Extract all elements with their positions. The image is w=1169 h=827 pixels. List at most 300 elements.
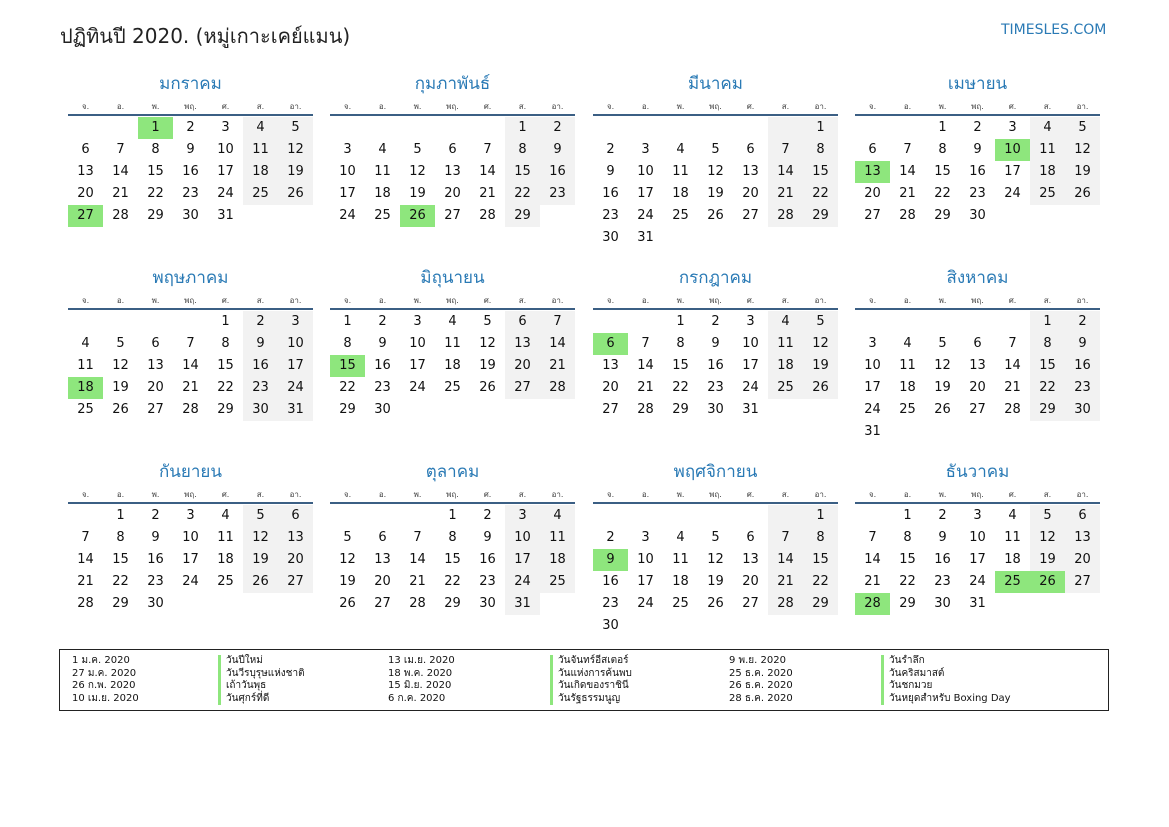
- day-cell: 10: [278, 333, 313, 355]
- day-cell: 26: [707, 596, 724, 611]
- legend-color-bar: [881, 655, 884, 705]
- day-cell: 29: [339, 402, 356, 417]
- empty-cell: [890, 421, 925, 443]
- legend-color-bar: [218, 655, 221, 705]
- day-cell: 3: [413, 314, 422, 329]
- day-cell: 13: [969, 358, 986, 373]
- day-cell: 21: [409, 574, 426, 589]
- day-grid: [68, 311, 313, 421]
- day-cell: 28: [182, 402, 199, 417]
- legend-dates: [72, 655, 139, 705]
- day-cell: 10: [742, 336, 759, 351]
- day-cell: 4: [221, 508, 230, 523]
- legend-date: 27 ม.ค. 2020: [72, 667, 137, 679]
- day-cell: 28: [409, 596, 426, 611]
- day-cell: 26: [803, 377, 838, 399]
- day-cell: 2: [973, 120, 982, 135]
- day-grid: [855, 505, 1100, 615]
- empty-cell: [768, 227, 803, 249]
- day-cell: 21: [77, 574, 94, 589]
- legend-date: 18 พ.ค. 2020: [388, 667, 453, 679]
- day-cell: 1: [448, 508, 457, 523]
- weekday-label: อา.: [1076, 490, 1089, 499]
- day-cell: 13: [444, 164, 461, 179]
- empty-cell: [628, 311, 663, 333]
- day-cell: 12: [707, 552, 724, 567]
- day-cell: 20: [742, 574, 759, 589]
- weekday-label: อ.: [903, 490, 912, 499]
- empty-cell: [960, 311, 995, 333]
- day-cell: 22: [112, 574, 129, 589]
- day-cell: 6: [593, 333, 628, 355]
- day-cell: 2: [243, 311, 278, 333]
- day-cell: 16: [707, 358, 724, 373]
- day-cell: 10: [969, 530, 986, 545]
- day-cell: 7: [768, 527, 803, 549]
- month-name: กรกฎาคม: [678, 268, 753, 288]
- day-cell: 5: [483, 314, 492, 329]
- day-cell: 5: [413, 142, 422, 157]
- weekday-label: ส.: [256, 490, 265, 499]
- weekday-label: อ.: [903, 296, 912, 305]
- day-cell: 30: [602, 230, 619, 245]
- day-cell: 2: [540, 117, 575, 139]
- day-cell: 6: [973, 336, 982, 351]
- day-cell: 30: [969, 208, 986, 223]
- day-cell: 9: [243, 333, 278, 355]
- month-block: [593, 264, 838, 421]
- day-cell: 13: [147, 358, 164, 373]
- day-cell: 12: [409, 164, 426, 179]
- day-cell: 4: [676, 530, 685, 545]
- day-cell: 8: [676, 336, 685, 351]
- empty-cell: [278, 593, 313, 615]
- weekday-label: พฤ.: [709, 490, 722, 499]
- day-cell: 21: [182, 380, 199, 395]
- weekday-label: ส.: [518, 296, 527, 305]
- weekday-label: อา.: [551, 296, 564, 305]
- day-cell: 22: [505, 183, 540, 205]
- day-cell: 18: [1004, 552, 1021, 567]
- legend-date: 13 เม.ย. 2020: [388, 655, 455, 666]
- day-cell: 11: [374, 164, 391, 179]
- day-cell: 18: [672, 574, 689, 589]
- day-cell: 29: [803, 593, 838, 615]
- day-cell: 4: [378, 142, 387, 157]
- weekday-header: [330, 294, 575, 310]
- empty-cell: [663, 505, 698, 527]
- day-cell: 6: [448, 142, 457, 157]
- day-cell: 24: [742, 380, 759, 395]
- day-cell: 3: [973, 508, 982, 523]
- month-name: มิถุนายน: [420, 268, 485, 288]
- weekday-label: จ.: [606, 102, 615, 111]
- empty-cell: [995, 593, 1030, 615]
- day-cell: 1: [803, 505, 838, 527]
- empty-cell: [995, 311, 1030, 333]
- weekday-header: [855, 100, 1100, 116]
- weekday-label: จ.: [868, 296, 877, 305]
- day-cell: 15: [444, 552, 461, 567]
- day-cell: 1: [676, 314, 685, 329]
- day-cell: 26: [400, 205, 435, 227]
- empty-cell: [593, 117, 628, 139]
- empty-cell: [733, 615, 768, 637]
- empty-cell: [400, 117, 435, 139]
- day-cell: 1: [116, 508, 125, 523]
- day-cell: 6: [746, 530, 755, 545]
- weekday-header: [593, 488, 838, 504]
- day-cell: 24: [217, 186, 234, 201]
- day-cell: 13: [374, 552, 391, 567]
- month-name: ธันวาคม: [945, 462, 1010, 482]
- day-cell: 17: [278, 355, 313, 377]
- day-cell: 5: [711, 142, 720, 157]
- day-cell: 27: [147, 402, 164, 417]
- day-cell: 27: [68, 205, 103, 227]
- empty-cell: [733, 117, 768, 139]
- day-cell: 12: [112, 358, 129, 373]
- day-cell: 26: [1065, 183, 1100, 205]
- day-cell: 30: [243, 399, 278, 421]
- day-cell: 31: [278, 399, 313, 421]
- day-grid: [330, 311, 575, 421]
- day-cell: 6: [505, 311, 540, 333]
- day-cell: 29: [899, 596, 916, 611]
- weekday-label: จ.: [81, 490, 90, 499]
- day-cell: 22: [672, 380, 689, 395]
- empty-cell: [593, 505, 628, 527]
- empty-cell: [855, 311, 890, 333]
- day-cell: 15: [505, 161, 540, 183]
- empty-cell: [103, 117, 138, 139]
- day-cell: 12: [707, 164, 724, 179]
- day-cell: 10: [995, 139, 1030, 161]
- legend-dates: [729, 655, 793, 705]
- day-cell: 9: [540, 139, 575, 161]
- day-cell: 9: [606, 164, 615, 179]
- weekday-label: อา.: [1076, 296, 1089, 305]
- legend-date: 15 มิ.ย. 2020: [388, 680, 452, 691]
- legend-holiday-name: วันแห่งการค้นพบ: [558, 667, 632, 679]
- day-cell: 15: [803, 549, 838, 571]
- day-cell: 17: [339, 186, 356, 201]
- day-cell: 19: [112, 380, 129, 395]
- day-cell: 28: [855, 593, 890, 615]
- day-cell: 9: [378, 336, 387, 351]
- empty-cell: [68, 117, 103, 139]
- day-cell: 9: [938, 530, 947, 545]
- weekday-label: พ.: [938, 490, 947, 499]
- day-cell: 17: [409, 358, 426, 373]
- empty-cell: [243, 205, 278, 227]
- day-cell: 15: [330, 355, 365, 377]
- holiday-legend: [59, 649, 1109, 711]
- day-cell: 12: [278, 139, 313, 161]
- day-cell: 16: [479, 552, 496, 567]
- month-name: กันยายน: [158, 462, 222, 482]
- day-cell: 27: [742, 208, 759, 223]
- day-cell: 11: [672, 164, 689, 179]
- weekday-label: อ.: [378, 296, 387, 305]
- day-cell: 25: [444, 380, 461, 395]
- day-cell: 17: [637, 186, 654, 201]
- weekday-label: ส.: [256, 296, 265, 305]
- brand-link[interactable]: TIMESLES.COM: [1001, 22, 1107, 38]
- day-cell: 29: [1030, 399, 1065, 421]
- day-cell: 5: [803, 311, 838, 333]
- day-cell: 19: [243, 549, 278, 571]
- day-cell: 11: [768, 333, 803, 355]
- day-cell: 15: [1030, 355, 1065, 377]
- day-cell: 20: [278, 549, 313, 571]
- day-cell: 25: [1030, 183, 1065, 205]
- day-cell: 13: [505, 333, 540, 355]
- month-block: [68, 70, 313, 227]
- day-cell: 29: [444, 596, 461, 611]
- day-cell: 17: [742, 358, 759, 373]
- day-cell: 1: [1030, 311, 1065, 333]
- day-cell: 14: [768, 549, 803, 571]
- day-cell: 27: [742, 596, 759, 611]
- weekday-label: อ.: [116, 490, 125, 499]
- day-cell: 2: [186, 120, 195, 135]
- empty-cell: [365, 505, 400, 527]
- day-cell: 23: [374, 380, 391, 395]
- weekday-label: พ.: [938, 102, 947, 111]
- day-cell: 2: [606, 530, 615, 545]
- day-cell: 11: [672, 552, 689, 567]
- day-cell: 13: [77, 164, 94, 179]
- day-cell: 16: [182, 164, 199, 179]
- month-block: [330, 70, 575, 227]
- day-cell: 15: [803, 161, 838, 183]
- day-cell: 13: [278, 527, 313, 549]
- day-cell: 1: [903, 508, 912, 523]
- weekday-label: จ.: [868, 102, 877, 111]
- day-cell: 10: [637, 552, 654, 567]
- legend-date: 6 ก.ค. 2020: [388, 692, 446, 704]
- day-cell: 23: [540, 183, 575, 205]
- empty-cell: [995, 421, 1030, 443]
- day-cell: 15: [217, 358, 234, 373]
- legend-holiday-name: วันรำลึก: [889, 655, 925, 666]
- day-cell: 19: [409, 186, 426, 201]
- day-cell: 16: [969, 164, 986, 179]
- day-cell: 12: [803, 333, 838, 355]
- legend-holiday-name: เถ้าวันพุธ: [226, 680, 267, 691]
- day-cell: 11: [1030, 139, 1065, 161]
- day-cell: 6: [278, 505, 313, 527]
- day-cell: 1: [505, 117, 540, 139]
- weekday-label: อา.: [551, 490, 564, 499]
- empty-cell: [803, 227, 838, 249]
- day-cell: 1: [938, 120, 947, 135]
- day-cell: 24: [182, 574, 199, 589]
- day-cell: 20: [742, 186, 759, 201]
- day-grid: [330, 117, 575, 227]
- day-cell: 30: [602, 618, 619, 633]
- weekday-label: พฤ.: [971, 296, 984, 305]
- empty-cell: [400, 505, 435, 527]
- legend-date: 25 ธ.ค. 2020: [729, 667, 793, 679]
- day-cell: 11: [899, 358, 916, 373]
- day-cell: 27: [602, 402, 619, 417]
- legend-holiday-name: วันจันทร์อีสเตอร์: [558, 655, 629, 666]
- day-cell: 10: [182, 530, 199, 545]
- month-name: สิงหาคม: [946, 268, 1009, 288]
- day-cell: 7: [868, 530, 877, 545]
- day-cell: 19: [707, 186, 724, 201]
- day-cell: 17: [1004, 164, 1021, 179]
- empty-cell: [540, 593, 575, 615]
- weekday-label: พ.: [676, 296, 685, 305]
- day-cell: 14: [479, 164, 496, 179]
- day-cell: 8: [151, 142, 160, 157]
- day-cell: 29: [217, 402, 234, 417]
- legend-dates: [388, 655, 455, 705]
- empty-cell: [365, 117, 400, 139]
- empty-cell: [1065, 205, 1100, 227]
- day-cell: 2: [938, 508, 947, 523]
- day-cell: 5: [938, 336, 947, 351]
- day-cell: 11: [1004, 530, 1021, 545]
- month-name: มีนาคม: [688, 74, 743, 94]
- weekday-label: ส.: [781, 102, 790, 111]
- day-cell: 30: [479, 596, 496, 611]
- day-cell: 8: [938, 142, 947, 157]
- day-cell: 25: [768, 377, 803, 399]
- empty-cell: [1030, 421, 1065, 443]
- day-cell: 2: [151, 508, 160, 523]
- day-cell: 11: [540, 527, 575, 549]
- day-cell: 4: [540, 505, 575, 527]
- day-cell: 7: [186, 336, 195, 351]
- day-cell: 3: [221, 120, 230, 135]
- month-name: มกราคม: [159, 74, 222, 94]
- empty-cell: [960, 421, 995, 443]
- empty-cell: [768, 117, 803, 139]
- weekday-label: อ.: [641, 102, 650, 111]
- day-cell: 7: [116, 142, 125, 157]
- day-cell: 6: [151, 336, 160, 351]
- day-cell: 19: [1065, 161, 1100, 183]
- day-cell: 14: [1004, 358, 1021, 373]
- empty-cell: [628, 117, 663, 139]
- day-cell: 16: [602, 574, 619, 589]
- day-cell: 25: [540, 571, 575, 593]
- day-cell: 12: [1030, 527, 1065, 549]
- day-cell: 2: [606, 142, 615, 157]
- weekday-label: พฤ.: [709, 102, 722, 111]
- legend-holiday-name: วันปีใหม่: [226, 655, 263, 666]
- weekday-label: อา.: [289, 102, 302, 111]
- day-cell: 2: [378, 314, 387, 329]
- day-cell: 17: [637, 574, 654, 589]
- day-cell: 23: [1065, 377, 1100, 399]
- day-cell: 5: [278, 117, 313, 139]
- weekday-label: อ.: [641, 296, 650, 305]
- weekday-label: อ.: [378, 490, 387, 499]
- empty-cell: [663, 117, 698, 139]
- day-cell: 10: [864, 358, 881, 373]
- day-cell: 12: [339, 552, 356, 567]
- month-block: [593, 70, 838, 249]
- day-cell: 24: [637, 596, 654, 611]
- day-cell: 16: [1065, 355, 1100, 377]
- weekday-label: อา.: [289, 296, 302, 305]
- day-cell: 9: [711, 336, 720, 351]
- weekday-label: พ.: [151, 296, 160, 305]
- day-cell: 16: [243, 355, 278, 377]
- day-cell: 22: [1030, 377, 1065, 399]
- day-grid: [68, 117, 313, 227]
- weekday-label: อา.: [814, 490, 827, 499]
- day-cell: 14: [540, 333, 575, 355]
- day-cell: 1: [343, 314, 352, 329]
- day-cell: 14: [409, 552, 426, 567]
- day-cell: 24: [505, 571, 540, 593]
- day-cell: 24: [969, 574, 986, 589]
- day-cell: 13: [742, 164, 759, 179]
- weekday-label: ส.: [518, 102, 527, 111]
- day-cell: 6: [378, 530, 387, 545]
- weekday-label: ศ.: [221, 102, 230, 111]
- day-cell: 29: [672, 402, 689, 417]
- page-title: ปฏิทินปี 2020. (หมู่เกาะเคย์แมน): [60, 24, 351, 48]
- day-cell: 2: [483, 508, 492, 523]
- day-cell: 21: [768, 571, 803, 593]
- day-cell: 12: [1065, 139, 1100, 161]
- empty-cell: [68, 505, 103, 527]
- weekday-label: อ.: [903, 102, 912, 111]
- weekday-label: ศ.: [1008, 490, 1017, 499]
- day-cell: 29: [147, 208, 164, 223]
- legend-holiday-name: วันวีรบุรุษแห่งชาติ: [226, 667, 305, 679]
- empty-cell: [663, 227, 698, 249]
- day-cell: 4: [903, 336, 912, 351]
- day-cell: 9: [186, 142, 195, 157]
- day-cell: 7: [903, 142, 912, 157]
- day-cell: 7: [540, 311, 575, 333]
- day-cell: 26: [934, 402, 951, 417]
- day-cell: 25: [672, 596, 689, 611]
- day-cell: 18: [444, 358, 461, 373]
- day-cell: 25: [77, 402, 94, 417]
- weekday-label: จ.: [343, 102, 352, 111]
- day-grid: [593, 311, 838, 421]
- month-block: [855, 458, 1100, 615]
- day-cell: 23: [147, 574, 164, 589]
- day-cell: 7: [81, 530, 90, 545]
- day-cell: 13: [1065, 527, 1100, 549]
- day-cell: 25: [899, 402, 916, 417]
- day-cell: 7: [483, 142, 492, 157]
- empty-cell: [1030, 205, 1065, 227]
- day-cell: 1: [138, 117, 173, 139]
- weekday-label: พฤ.: [446, 296, 459, 305]
- day-cell: 28: [768, 593, 803, 615]
- day-cell: 20: [864, 186, 881, 201]
- legend-holiday-name: วันชกมวย: [889, 680, 933, 691]
- day-cell: 26: [339, 596, 356, 611]
- empty-cell: [768, 505, 803, 527]
- day-cell: 19: [278, 161, 313, 183]
- legend-date: 28 ธ.ค. 2020: [729, 692, 793, 704]
- day-cell: 19: [707, 574, 724, 589]
- weekday-label: ส.: [1043, 296, 1052, 305]
- day-cell: 27: [1065, 571, 1100, 593]
